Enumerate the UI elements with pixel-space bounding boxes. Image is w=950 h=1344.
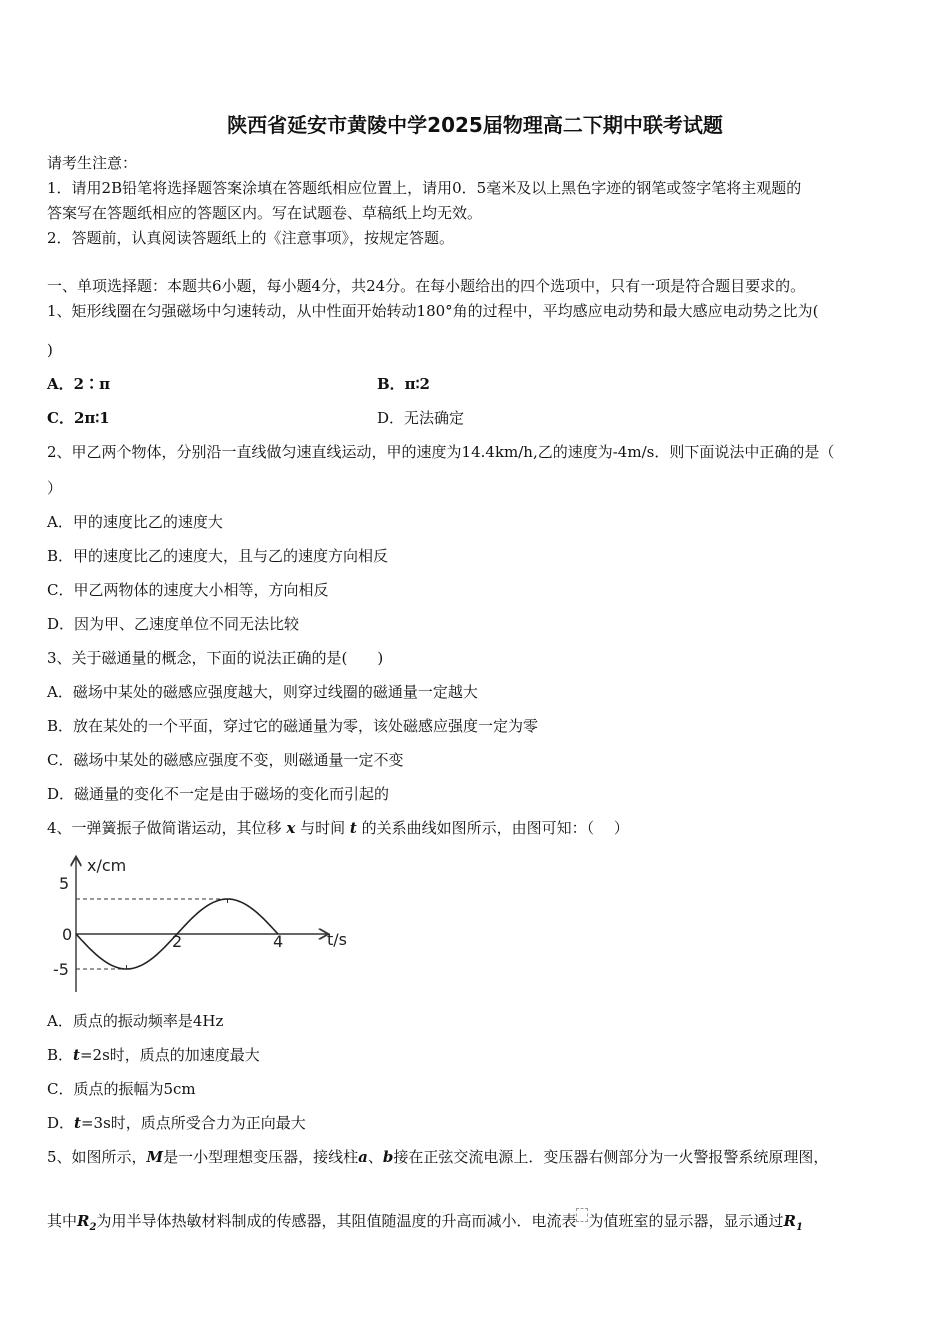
notice-heading: 请考生注意： — [47, 154, 138, 172]
section-heading: 一、单项选择题：本题共6小题，每小题4分，共24分。在每小题给出的四个选项中，只有一项是符合题目要求的。 — [47, 277, 806, 295]
q2-option-d: D．因为甲、乙速度单位不同无法比较 — [47, 615, 300, 633]
y-tick-label: 5 — [59, 874, 70, 893]
ammeter-icon — [576, 1208, 588, 1222]
q4-option-b: B．t=2s时，质点的加速度最大 — [47, 1046, 260, 1064]
y-tick-label: -5 — [53, 960, 69, 979]
notice-line-2: 答案写在答题纸相应的答题区内。写在试题卷、草稿纸上均无效。 — [47, 204, 483, 222]
q1-option-b: B．π∶2 — [377, 375, 430, 393]
q1-option-d: D．无法确定 — [377, 409, 465, 427]
q2-stem: 2、甲乙两个物体，分别沿一直线做匀速直线运动，甲的速度为14.4km/h,乙的速度为-4m/s．则下面说法中正确的是（ — [47, 443, 835, 461]
y-axis-label: x/cm — [87, 856, 127, 875]
q3-option-b: B．放在某处的一个平面，穿过它的磁通量为零，该处磁感应强度一定为零 — [47, 717, 539, 735]
q4-stem: 4、一弹簧振子做简谐运动，其位移 x 与时间 t 的关系曲线如图所示，由图可知：（ ） — [47, 819, 629, 837]
q5-stem-line-2: 其中$R_2$为用半导体热敏材料制成的传感器，其阻值随温度的升高而减小．电流表 为值班室的显示器，显示通过$R_1$ — [47, 1210, 803, 1239]
q2-option-c: C．甲乙两物体的速度大小相等，方向相反 — [47, 581, 329, 599]
page-title: 陕西省延安市黄陵中学2025届物理高二下期中联考试题 — [227, 113, 723, 137]
displacement-time-graph — [45, 852, 365, 997]
q2-option-a: A．甲的速度比乙的速度大 — [47, 513, 223, 531]
notice-line-3: 2．答题前，认真阅读答题纸上的《注意事项》，按规定答题。 — [47, 229, 455, 247]
q2-stem-end: ） — [47, 479, 63, 497]
q5-stem-line-1: 5、如图所示，M是一小型理想变压器，接线柱a、b接在正弦交流电源上．变压器右侧部分为一火警报警系统原理图， — [47, 1148, 829, 1166]
q1-stem: 1、矩形线圈在匀强磁场中匀速转动，从中性面开始转动180°角的过程中，平均感应电动势和最大感应电动势之比为( — [47, 302, 819, 320]
q4-option-c: C．质点的振幅为5cm — [47, 1080, 196, 1098]
q2-option-b: B．甲的速度比乙的速度大，且与乙的速度方向相反 — [47, 547, 389, 565]
y-tick-label: 0 — [62, 925, 73, 944]
x-tick-label: 2 — [172, 932, 183, 951]
q4-option-d: D．t=3s时，质点所受合力为正向最大 — [47, 1114, 306, 1132]
q4-option-a: A．质点的振动频率是4Hz — [47, 1012, 224, 1030]
q3-stem: 3、关于磁通量的概念，下面的说法正确的是( ) — [47, 649, 384, 667]
q1-stem-end: ) — [47, 341, 53, 359]
notice-line-1: 1．请用2B铅笔将选择题答案涂填在答题纸相应位置上，请用0．5毫米及以上黑色字迹的钢笔或签字笔将主观题的 — [47, 179, 802, 197]
q1-option-a: A．2∶π — [47, 375, 111, 393]
q3-option-d: D．磁通量的变化不一定是由于磁场的变化而引起的 — [47, 785, 390, 803]
x-axis-label: t/s — [327, 930, 347, 949]
q3-option-c: C．磁场中某处的磁感应强度不变，则磁通量一定不变 — [47, 751, 404, 769]
q1-option-c: C．2π∶1 — [47, 409, 110, 427]
q3-option-a: A．磁场中某处的磁感应强度越大，则穿过线圈的磁通量一定越大 — [47, 683, 478, 701]
x-tick-label: 4 — [273, 932, 284, 951]
